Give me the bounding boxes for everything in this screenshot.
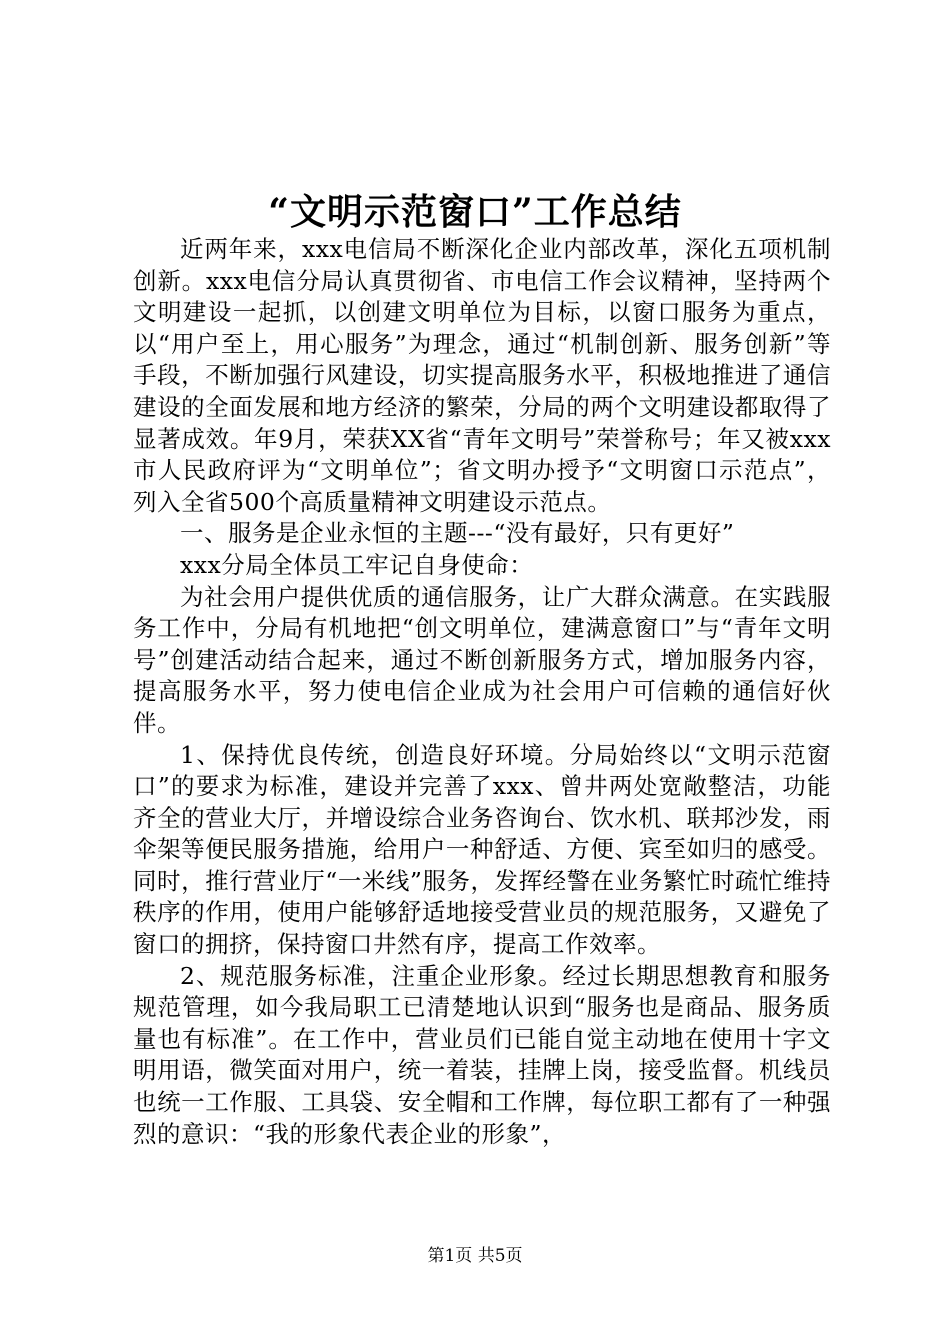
paragraph: 1、保持优良传统，创造良好环境。分局始终以“文明示范窗口”的要求为标准，建设并完善了xxx、曾井两处宽敞整洁，功能齐全的营业大厅，并增设综合业务咨询台、饮水机、联邦沙发，雨伞架等便民服务措施，给用户一种舒适、方便、宾至如归的感受。同时，推行营业厅“一米线”服务，发挥经警在业务繁忙时疏忙维持秩序的作用，使用户能够舒适地接受营业员的规范服务，又避免了窗口的拥挤，保持窗口井然有序，提高工作效率。 (133, 740, 831, 959)
page-title: “文明示范窗口”工作总结 (268, 191, 682, 233)
page-number-footer: 第1页 共5页 (427, 1246, 523, 1266)
document-body (133, 234, 831, 1150)
paragraph: 近两年来，xxx电信局不断深化企业内部改革，深化五项机制创新。xxx电信分局认真贯彻省、市电信工作会议精神，坚持两个文明建设一起抓，以创建文明单位为目标，以窗口服务为重点，以“用户至上，用心服务”为理念，通过“机制创新、服务创新”等手段，不断加强行风建设，切实提高服务水平，积极地推进了通信建设的全面发展和地方经济的繁荣，分局的两个文明建设都取得了显著成效。年9月，荣获XX省“青年文明号”荣誉称号；年又被xxx市人民政府评为“文明单位”；省文明办授予“文明窗口示范点”，列入全省500个高质量精神文明建设示范点。 (133, 235, 831, 516)
paragraph: 为社会用户提供优质的通信服务，让广大群众满意。在实践服务工作中，分局有机地把“创文明单位，建满意窗口”与“青年文明号”创建活动结合起来，通过不断创新服务方式，增加服务内容，提高服务水平，努力使电信企业成为社会用户可信赖的通信好伙伴。 (133, 582, 831, 737)
paragraph: 2、规范服务标准，注重企业形象。经过长期思想教育和服务规范管理，如今我局职工已清楚地认识到“服务也是商品、服务质量也有标准”。在工作中，营业员们已能自觉主动地在使用十字文明用语，微笑面对用户，统一着装，挂牌上岗，接受监督。机线员也统一工作服、工具袋、安全帽和工作牌，每位职工都有了一种强烈的意识：“我的形象代表企业的形象”， (133, 961, 831, 1148)
section-heading: 一、服务是企业永恒的主题---“没有最好，只有更好” (180, 519, 735, 548)
paragraph: xxx分局全体员工牢记自身使命： (180, 550, 534, 579)
